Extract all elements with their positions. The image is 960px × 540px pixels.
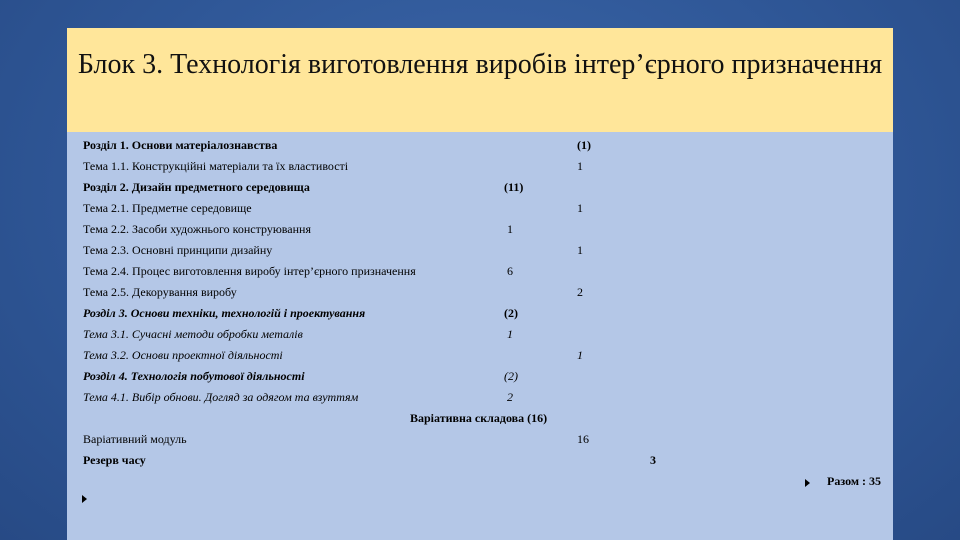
variative-module-row [67, 432, 893, 452]
row-hours: (1) [577, 138, 591, 152]
row-label: Тема 2.1. Предметне середовище [83, 201, 252, 215]
section-row [67, 306, 893, 326]
bullet-arrow-icon [805, 479, 810, 487]
row-hours: 1 [577, 243, 583, 257]
row-label: Тема 2.2. Засоби художнього конструювання [83, 222, 311, 236]
row-label: Тема 3.2. Основи проектної діяльності [83, 348, 283, 362]
section-row [67, 138, 893, 158]
variative-header-row [67, 411, 893, 431]
variative-header: Варіативна складова (16) [410, 411, 548, 425]
topic-row [67, 390, 893, 410]
row-hours: 1 [577, 348, 583, 362]
row-label: Розділ 1. Основи матеріалознавства [83, 138, 278, 152]
row-hours: 6 [507, 264, 513, 278]
topic-row [67, 201, 893, 221]
row-hours: 1 [577, 159, 583, 173]
total-hours: Разом : 35 [827, 474, 882, 488]
row-label: Тема 2.4. Процес виготовлення виробу інтер’єрного призначення [83, 264, 416, 278]
row-hours: 1 [507, 222, 513, 236]
topic-row [67, 348, 893, 368]
row-hours: 2 [507, 390, 513, 404]
section-row [67, 369, 893, 389]
row-label: Варіативний модуль [83, 432, 187, 446]
row-hours: (11) [504, 180, 524, 194]
row-hours: (2) [504, 306, 518, 320]
slide-title: Блок 3. Технологія виготовлення виробів інтер’єрного призначення [77, 49, 883, 80]
topic-row [67, 159, 893, 179]
row-label: Розділ 3. Основи техніки, технологій і проектування [83, 306, 366, 320]
title-band [67, 28, 893, 132]
topic-row [67, 222, 893, 242]
row-label: Тема 3.1. Сучасні методи обробки металів [83, 327, 303, 341]
row-hours: (2) [504, 369, 518, 383]
row-label: Розділ 4. Технологія побутової діяльності [83, 369, 305, 383]
row-label: Резерв часу [83, 453, 146, 467]
bullet-arrow-icon [82, 495, 87, 503]
topic-row [67, 264, 893, 284]
reserve-row [67, 453, 893, 473]
row-label: Тема 4.1. Вибір обнови. Догляд за одягом та взуттям [83, 390, 359, 404]
topic-row [67, 285, 893, 305]
row-hours: 16 [577, 432, 589, 446]
row-hours: 1 [577, 201, 583, 215]
topic-row [67, 243, 893, 263]
row-label: Тема 2.3. Основні принципи дизайну [83, 243, 273, 257]
row-hours: 1 [507, 327, 513, 341]
row-hours: 2 [577, 285, 583, 299]
slide [67, 28, 893, 540]
section-row [67, 180, 893, 200]
row-label: Тема 1.1. Конструкційні матеріали та їх властивості [83, 159, 349, 173]
row-hours: 3 [650, 453, 656, 467]
row-label: Тема 2.5. Декорування виробу [83, 285, 237, 299]
row-label: Розділ 2. Дизайн предметного середовища [83, 180, 310, 194]
topic-row [67, 327, 893, 347]
